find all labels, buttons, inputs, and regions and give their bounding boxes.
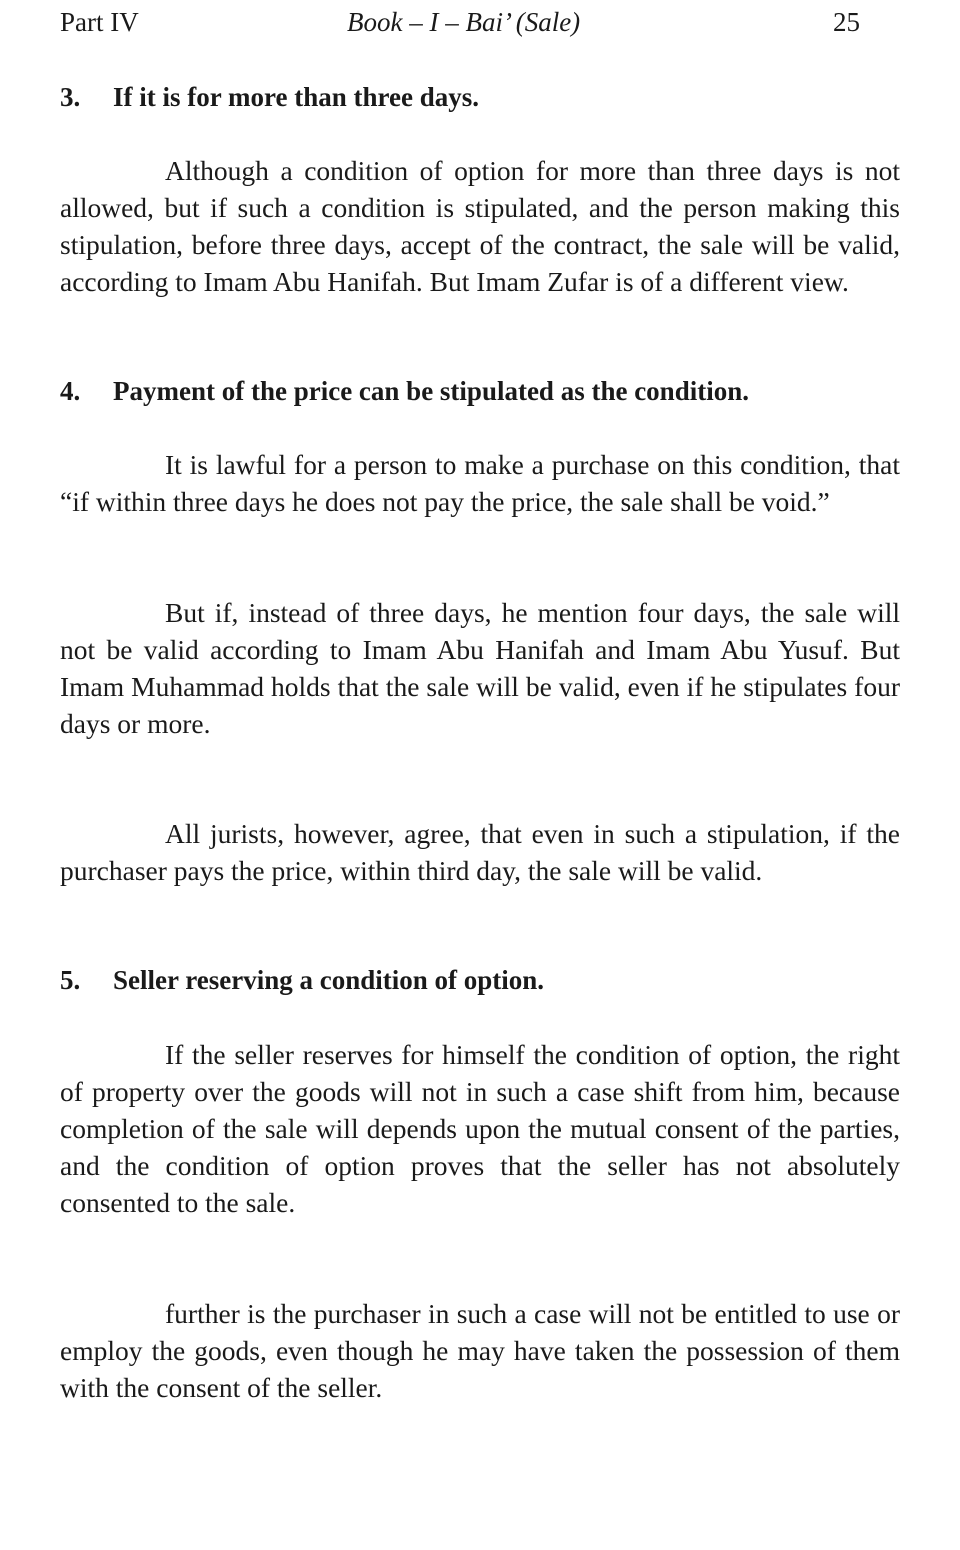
section-4-heading: [60, 373, 900, 409]
section-title: Seller reserving a condition of option.: [113, 965, 544, 995]
section-number: 4.: [60, 376, 81, 406]
section-3-heading: [60, 79, 900, 115]
header-book-title: Book – I – Bai’ (Sale): [347, 7, 581, 37]
section-5-paragraph-1: If the seller reserves for himself the condition of option, the right of property over the goods will not in such a case shift from him, because completion of the sale will depends upon the mutual consent of the parties, and the condition of option proves that the seller has not absolutely consented to the sale.: [60, 1039, 900, 1218]
section-5-heading: [60, 962, 900, 998]
section-title: If it is for more than three days.: [113, 82, 479, 112]
section-3-paragraph-1: Although a condition of option for more than three days is not allowed, but if such a condition is stipulated, and the person making this stipulation, before three days, accept of the contract, the sale will be valid, according to Imam Abu Hanifah. But Imam Zufar is of a different view.: [60, 155, 900, 297]
section-title: Payment of the price can be stipulated as the condition.: [113, 376, 749, 406]
page-number: 25: [833, 7, 860, 37]
section-4-paragraph-3: All jurists, however, agree, that even in such a stipulation, if the purchaser pays the price, within third day, the sale will be valid.: [60, 818, 900, 886]
section-5-paragraph-2: further is the purchaser in such a case will not be entitled to use or employ the goods, even though he may have taken the possession of them with the consent of the seller.: [60, 1298, 900, 1403]
section-4-paragraph-1: It is lawful for a person to make a purchase on this condition, that “if within three days he does not pay the price, the sale shall be void.”: [60, 449, 900, 517]
section-number: 3.: [60, 82, 81, 112]
section-number: 5.: [60, 965, 81, 995]
header-part-label: Part IV: [60, 7, 139, 37]
running-header: [60, 4, 860, 40]
section-4-paragraph-2: But if, instead of three days, he mention four days, the sale will not be valid according to Imam Abu Hanifah and Imam Abu Yusuf. But Imam Muhammad holds that the sale will be valid, even if he stipulates four days or more.: [60, 597, 900, 739]
